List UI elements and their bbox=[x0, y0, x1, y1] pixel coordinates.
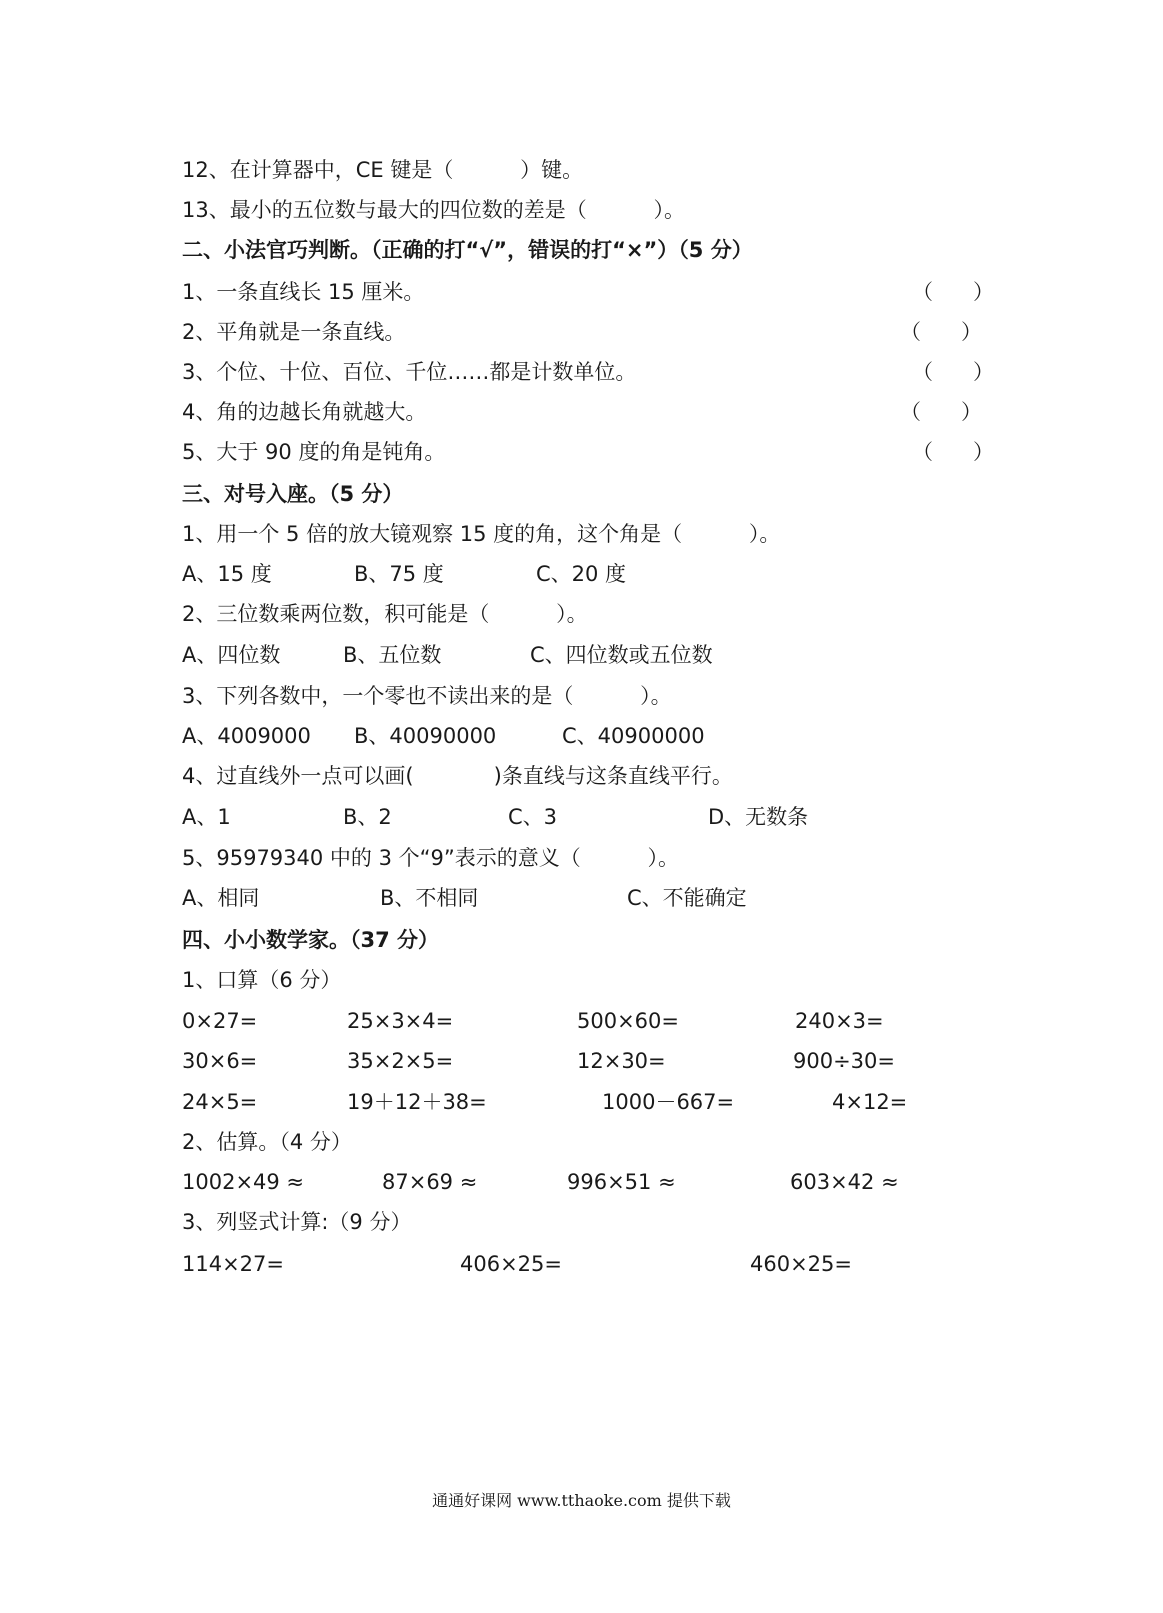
question-12: 12、在计算器中，CE 键是（ ）键。 bbox=[182, 158, 584, 182]
choice-2-option-b: B、五位数 bbox=[343, 643, 442, 667]
judge-item-4: 4、角的边越长角就越大。 bbox=[182, 400, 427, 424]
question-13: 13、最小的五位数与最大的四位数的差是（ ）。 bbox=[182, 198, 685, 222]
choice-4-option-d: D、无数条 bbox=[708, 805, 809, 829]
oral-calc-item: 19＋12＋38= bbox=[347, 1090, 487, 1114]
choice-3-option-b: B、40090000 bbox=[354, 724, 497, 748]
oral-calc-item: 12×30= bbox=[577, 1049, 666, 1073]
estimate-title: 2、估算。（4 分） bbox=[182, 1130, 352, 1154]
choice-2-option-a: A、四位数 bbox=[182, 643, 281, 667]
section-3-title: 三、对号入座。（5 分） bbox=[182, 482, 404, 506]
choice-1-option-b: B、75 度 bbox=[354, 562, 444, 586]
choice-question-2: 2、三位数乘两位数，积可能是（ ）。 bbox=[182, 602, 588, 626]
estimate-item: 996×51 ≈ bbox=[567, 1170, 676, 1194]
section-2-title: 二、小法官巧判断。（正确的打“√”，错误的打“×”）（5 分） bbox=[182, 238, 753, 262]
judge-item-1: 1、一条直线长 15 厘米。 bbox=[182, 280, 425, 304]
estimate-item: 603×42 ≈ bbox=[790, 1170, 899, 1194]
oral-calc-item: 35×2×5= bbox=[347, 1049, 454, 1073]
judge-answer-2: （ ） bbox=[900, 320, 983, 344]
oral-calc-item: 500×60= bbox=[577, 1009, 679, 1033]
choice-1-option-c: C、20 度 bbox=[536, 562, 627, 586]
judge-item-3: 3、个位、十位、百位、千位……都是计数单位。 bbox=[182, 360, 637, 384]
choice-question-1: 1、用一个 5 倍的放大镜观察 15 度的角，这个角是（ ）。 bbox=[182, 522, 781, 546]
choice-5-option-b: B、不相同 bbox=[380, 886, 479, 910]
choice-4-option-b: B、2 bbox=[343, 805, 392, 829]
choice-question-4: 4、过直线外一点可以画( )条直线与这条直线平行。 bbox=[182, 764, 733, 788]
oral-calc-item: 900÷30= bbox=[793, 1049, 895, 1073]
choice-1-option-a: A、15 度 bbox=[182, 562, 272, 586]
judge-item-2: 2、平角就是一条直线。 bbox=[182, 320, 406, 344]
choice-3-option-c: C、40900000 bbox=[562, 724, 705, 748]
section-4-title: 四、小小数学家。（37 分） bbox=[182, 928, 440, 952]
oral-calc-item: 25×3×4= bbox=[347, 1009, 454, 1033]
estimate-item: 1002×49 ≈ bbox=[182, 1170, 305, 1194]
choice-question-3: 3、下列各数中，一个零也不读出来的是（ ）。 bbox=[182, 684, 672, 708]
estimate-item: 87×69 ≈ bbox=[382, 1170, 478, 1194]
judge-item-5: 5、大于 90 度的角是钝角。 bbox=[182, 440, 446, 464]
choice-5-option-c: C、不能确定 bbox=[627, 886, 747, 910]
vertical-calc-item: 406×25= bbox=[460, 1252, 562, 1276]
choice-4-option-a: A、1 bbox=[182, 805, 231, 829]
choice-5-option-a: A、相同 bbox=[182, 886, 260, 910]
oral-calc-title: 1、口算（6 分） bbox=[182, 968, 342, 992]
page-footer: 通通好课网 www.tthaoke.com 提供下载 bbox=[432, 1491, 731, 1510]
oral-calc-item: 1000－667= bbox=[602, 1090, 735, 1114]
choice-question-5: 5、95979340 中的 3 个“9”表示的意义（ ）。 bbox=[182, 846, 680, 870]
judge-answer-5: （ ） bbox=[912, 440, 995, 464]
oral-calc-item: 0×27= bbox=[182, 1009, 258, 1033]
judge-answer-3: （ ） bbox=[912, 360, 995, 384]
vertical-calc-item: 114×27= bbox=[182, 1252, 284, 1276]
choice-2-option-c: C、四位数或五位数 bbox=[530, 643, 713, 667]
judge-answer-4: （ ） bbox=[900, 400, 983, 424]
oral-calc-item: 24×5= bbox=[182, 1090, 258, 1114]
vertical-calc-item: 460×25= bbox=[750, 1252, 852, 1276]
choice-4-option-c: C、3 bbox=[508, 805, 558, 829]
oral-calc-item: 240×3= bbox=[795, 1009, 884, 1033]
judge-answer-1: （ ） bbox=[912, 280, 995, 304]
vertical-calc-title: 3、列竖式计算:（9 分） bbox=[182, 1210, 412, 1234]
oral-calc-item: 30×6= bbox=[182, 1049, 258, 1073]
oral-calc-item: 4×12= bbox=[832, 1090, 908, 1114]
choice-3-option-a: A、4009000 bbox=[182, 724, 311, 748]
